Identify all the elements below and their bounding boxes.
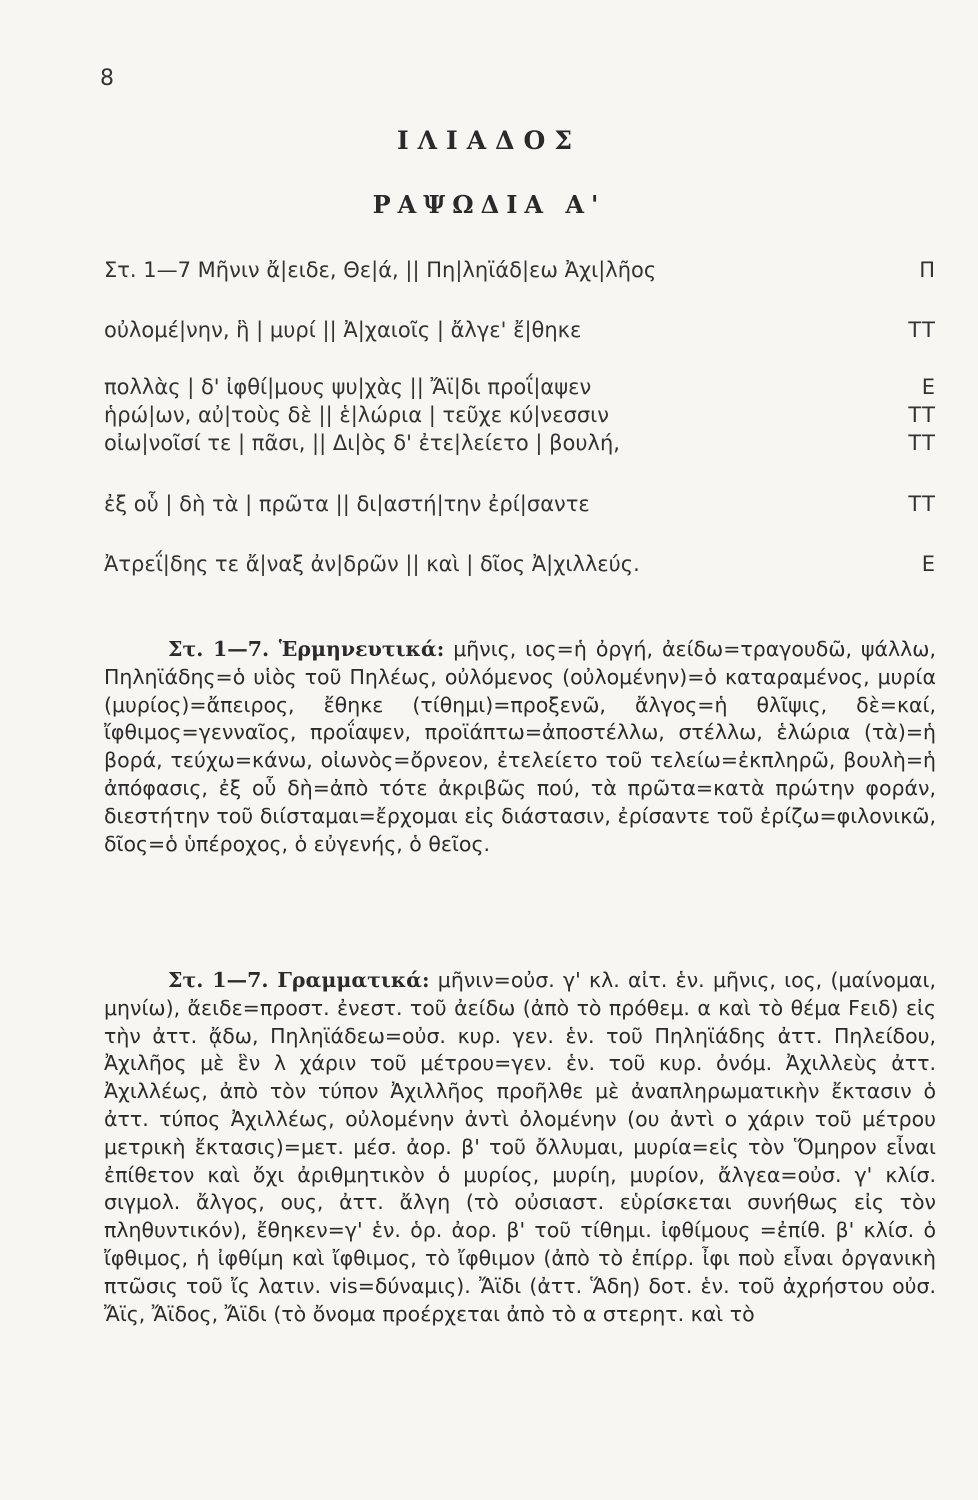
verse-text: οἰω|νοῖσί τε | πᾶσι, || Δι|ὸς δ' ἐτε|λείετο | βουλή, bbox=[104, 431, 620, 455]
page-title: ΙΛΙΑΔΟΣ bbox=[396, 126, 582, 155]
meter-mark: ΤΤ bbox=[908, 318, 936, 342]
page-subtitle: ΡΑΨΩΔΙΑ Α' bbox=[372, 190, 606, 219]
grammatical-notes bbox=[104, 967, 936, 1328]
meter-mark: ΤΤ bbox=[908, 492, 936, 516]
meter-mark: ΤΤ bbox=[908, 403, 936, 427]
page-number: 8 bbox=[100, 66, 114, 91]
grammatical-heading: Στ. 1—7. Γραμματικά: bbox=[168, 968, 430, 992]
verse-text: οὐλομέ|νην, ἣ | μυρί || Ἀ|χαιοῖς | ἄλγε' ἔ|θηκε bbox=[104, 318, 582, 342]
interpretive-notes bbox=[104, 636, 936, 858]
interpretive-heading: Στ. 1—7. Ἑρμηνευτικά: bbox=[168, 637, 445, 661]
verse-text: ἡρώ|ων, αὐ|τοὺς δὲ || ἑ|λώρια | τεῦχε κύ|νεσσιν bbox=[104, 403, 609, 427]
interpretive-body: μῆνις, ιος=ἡ ὀργή, ἀείδω=τραγουδῶ, ψάλλω, Πηληϊάδης=ὁ υἱὸς τοῦ Πηλέως, οὐλόμενος (οὐλομένην)=ὁ καταραμένος, μυρία (μυρίος)=ἄπειρος, ἔθηκε (τίθημι)=προξενῶ, ἄλγος=ἡ θλῖψις, δὲ=καί, ἴφθιμος=γενναῖος, προΐαψεν, προϊάπτω=ἀποστέλλω, στέλλω, ἑλώρια (τὰ)=ἡ βορά, τεύχω=κάνω, οἰωνὸς=ὄρνεον, ἐτελείετο τοῦ τελείω=ἐκπληρῶ, βουλὴ=ἡ ἀπόφασις, ἐξ οὗ δὴ=ἀπὸ τότε ἀκριβῶς πού, τὰ πρῶτα=κατὰ πρώτην φοράν, διεστήτην τοῦ διίσταμαι=ἔρχομαι εἰς διάστασιν, ἐρίσαντε τοῦ ἐρίζω=φιλονικῶ, δῖος=ὁ ὑπέροχος, ὁ εὐγενής, ὁ θεῖος. bbox=[104, 637, 936, 856]
verse-text: ἐξ οὗ | δὴ τὰ | πρῶτα || δι|αστή|την ἐρί|σαντε bbox=[104, 492, 590, 516]
meter-mark: ΤΤ bbox=[908, 431, 936, 455]
verse-text: Στ. 1—7 Μῆνιν ἄ|ειδε, Θε|ά, || Πη|ληϊάδ|εω Ἀχι|λῆος bbox=[104, 258, 657, 282]
verse-text: πολλὰς | δ' ἰφθί|μους ψυ|χὰς || Ἄϊ|δι προΐ|αψεν bbox=[104, 375, 592, 399]
meter-mark: Π bbox=[919, 258, 936, 282]
meter-mark: Ε bbox=[921, 375, 936, 399]
meter-mark: Ε bbox=[921, 552, 936, 576]
grammatical-body: μῆνιν=οὐσ. γ' κλ. αἰτ. ἑν. μῆνις, ιος, (μαίνομαι, μηνίω), ἄειδε=προστ. ἐνεστ. τοῦ ἀείδω (ἀπὸ τὸ πρόθεμ. α καὶ τὸ θέμα Fειδ) εἰς τὴν ἀττ. ᾄδω, Πηληϊάδεω=οὐσ. κυρ. γεν. ἑν. τοῦ Πηληϊάδης ἀττ. Πηλείδου, Ἀχιλῆος μὲ ἓν λ χάριν τοῦ μέτρου=γεν. ἑν. τοῦ κυρ. ὀνόμ. Ἀχιλλεὺς ἀττ. Ἀχιλλέως, ἀπὸ τὸν τύπον Ἀχιλλῆος προῆλθε μὲ ἀναπληρωματικὴν ἔκτασιν ὁ ἀττ. τύπος Ἀχιλλέως, οὐλομένην ἀντὶ ὀλομένην (ου ἀντὶ ο χάριν τοῦ μέτρου μετρικὴ ἔκτασις)=μετ. μέσ. ἀορ. β' τοῦ ὄλλυμαι, μυρία=εἰς τὸν Ὅμηρον εἶναι ἐπίθετον καὶ ὄχι ἀριθμητικὸν ὁ μυρίος, μυρίη, μυρίον, ἄλγεα=οὐσ. γ' κλίσ. σιγμολ. ἄλγος, ους, ἀττ. ἄλγη (τὸ οὐσιαστ. εὑρίσκεται συνήθως εἰς τὸν πληθυντικόν), ἔθηκεν=γ' ἑν. ὁρ. ἀορ. β' τοῦ τίθημι. ἰφθίμους =ἐπίθ. β' κλίσ. ὁ ἴφθιμος, ἡ ἰφθίμη καὶ ἴφθιμος, τὸ ἴφθιμον (ἀπὸ τὸ ἐπίρρ. ἶφι ποὺ εἶναι ὀργανικὴ πτῶσις τοῦ ἴς λατιν. vis=δύναμις). Ἄϊδι (ἀττ. Ἅδη) δοτ. ἑν. τοῦ ἀχρήστου οὐσ. Ἄϊς, Ἄϊδος, Ἄϊδι (τὸ ὄνομα προέρχεται ἀπὸ τὸ α στερητ. καὶ τὸ bbox=[104, 968, 936, 1326]
verse-text: Ἀτρεΐ|δης τε ἄ|ναξ ἀν|δρῶν || καὶ | δῖος Ἀ|χιλλεύς. bbox=[104, 552, 640, 576]
